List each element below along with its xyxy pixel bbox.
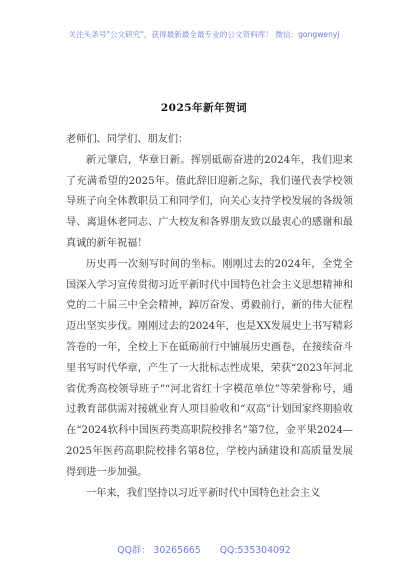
paragraph-3: 一年来，我们坚持以习近平新时代中国特色社会主义 bbox=[86, 487, 321, 499]
page-title: 2025年新年贺词 bbox=[160, 102, 248, 114]
footer-qq-group: QQ群： 30265665 bbox=[117, 545, 201, 556]
footer-qq-number: QQ:535304092 bbox=[219, 545, 291, 556]
header-promo-note: 关注头条号"公文研究"，获得最新最全最专业的公文资料库！ 微信：gongwenyj bbox=[68, 30, 340, 39]
paragraph-2: 历史再一次刻写时间的坐标。刚刚过去的2024年，全党全国深入学习宣传贯彻习近平新时代中国特色社会主义思想精神和党的二十届三中全会精神，踔厉奋发、勇毅前行，新的伟大征程迈出坚实步伐。刚刚过去的2024年，也是XX发展史上书写精彩答卷的一年，全校上下在砥砺前行中铺展历史画卷，在接续奋斗里书写时代华章，产生了一大批标志性成果，荣获“2023年河北省优秀高校领导班子”“河北省红十字模范单位”等荣誉称号，通过教育部供需对接就业育人项目验收和“双高”计划国家终期验收在“2024软科中国医药类高职院校排名”第7位，金平果2024—2025年医药高职院校排名第8位，学校内涵建设和高质量发展得到进一步加强。 bbox=[66, 258, 353, 478]
salutation: 老师们、同学们、朋友们： bbox=[66, 134, 189, 145]
document-body bbox=[66, 130, 353, 504]
footer-contact bbox=[0, 542, 408, 556]
paragraph-1: 新元肇启，华章日新。挥别砥砺奋进的2024年，我们迎来了充满希望的2025年。值此辞旧迎新之际，我们谨代表学校领导班子向全体教职员工和同学们，向关心支持学校发展的各级领导、离退休老同志、广大校友和各界朋友致以最衷心的感谢和最真诚的新年祝福！ bbox=[66, 154, 353, 249]
